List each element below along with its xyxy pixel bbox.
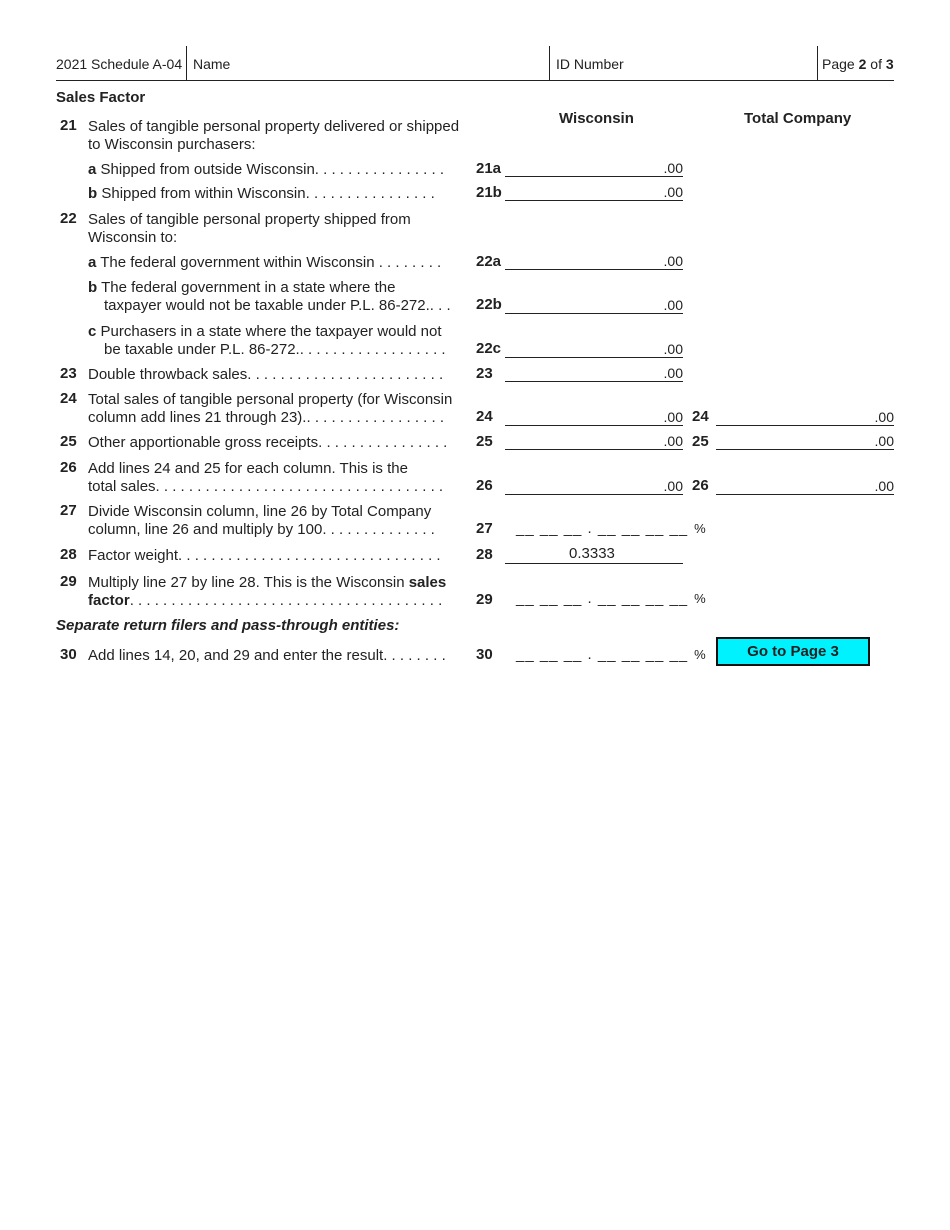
- line-25-text: Other apportionable gross receipts: [88, 434, 319, 451]
- id-number-label: ID Number: [556, 56, 624, 72]
- line-22c-label: [88, 322, 442, 341]
- header-rule: [56, 80, 894, 81]
- go-to-page-3-button[interactable]: Go to Page 3: [716, 637, 870, 666]
- line-29-label: [88, 573, 446, 592]
- header-divider: [549, 46, 550, 80]
- line-ref: 30: [476, 646, 493, 663]
- line-23-label: [88, 365, 443, 384]
- cents-suffix: .00: [663, 409, 683, 425]
- line-number: 28: [60, 546, 77, 563]
- line-22c-label-cont: [104, 340, 446, 359]
- cents-suffix: .00: [663, 433, 683, 449]
- cents-suffix: .00: [663, 297, 683, 313]
- line-26-text-cont: total sales: [88, 478, 156, 495]
- line-letter: b: [88, 279, 98, 296]
- cents-suffix: .00: [663, 184, 683, 200]
- line-24-text: Total sales of tangible personal property (for Wisconsin: [88, 391, 453, 408]
- line-25-label: [88, 433, 447, 452]
- line-24-text-cont: column add lines 21 through 23).: [88, 409, 307, 426]
- dot-leader: . . . . . . . . . . . . . .: [322, 521, 435, 538]
- line-22a-text: The federal government within Wisconsin: [100, 254, 375, 271]
- line-24-wisconsin-input[interactable]: [505, 407, 683, 426]
- line-30-label: [88, 646, 446, 665]
- dot-leader: . . . . . . . .: [374, 254, 442, 271]
- line-number: 22: [60, 210, 77, 227]
- line-ref: 21a: [476, 160, 502, 177]
- line-ref: 24: [692, 408, 709, 425]
- line-27-text: Divide Wisconsin column, line 26 by Total Company: [88, 503, 432, 520]
- line-22-text-cont: Wisconsin to:: [88, 229, 178, 246]
- line-29-text-bold: sales: [408, 574, 447, 591]
- line-22b-label-cont: [104, 296, 451, 315]
- line-23-wisconsin-input[interactable]: [505, 363, 683, 382]
- line-29-text: Multiply line 27 by line 28. This is the Wisconsin: [88, 574, 409, 591]
- line-22b-label: [88, 278, 395, 297]
- line-letter: a: [88, 254, 97, 271]
- line-number: 23: [60, 365, 77, 382]
- separate-return-heading: Separate return filers and pass-through entities:: [56, 617, 400, 634]
- dot-leader: . . . . . . . . . . . . . . . . . . . . . . . .: [247, 366, 444, 383]
- cents-suffix: .00: [663, 478, 683, 494]
- factor-weight-field: [505, 545, 683, 564]
- line-21-text: Sales of tangible personal property delivered or shipped: [88, 118, 460, 135]
- cents-suffix: .00: [663, 341, 683, 357]
- dot-leader: . . . . . . . . . . . . . . . .: [314, 161, 444, 178]
- line-21a-wisconsin-input[interactable]: [505, 158, 683, 177]
- factor-weight-value: 0.3333: [569, 545, 615, 562]
- line-27-text-cont: column, line 26 and multiply by 100: [88, 521, 323, 538]
- line-28-label: [88, 546, 441, 565]
- line-22b-text: The federal government in a state where the: [101, 279, 396, 296]
- line-letter: b: [88, 185, 98, 202]
- line-22c-text: Purchasers in a state where the taxpayer would not: [100, 323, 442, 340]
- page-indicator: [822, 56, 894, 72]
- dot-leader: . . . . . . . . . . . . . . . .: [305, 185, 435, 202]
- line-21-text-cont: to Wisconsin purchasers:: [88, 136, 256, 153]
- dot-leader: . . . . . . . . . . . . . . . . . . . . . . . . . . . . . . . .: [178, 547, 441, 564]
- line-24-total-company-input[interactable]: [716, 407, 894, 426]
- line-ref: 26: [692, 477, 709, 494]
- line-number: 30: [60, 646, 77, 663]
- section-title: Sales Factor: [56, 89, 146, 106]
- line-21b-label: [88, 184, 435, 203]
- line-21a-label: [88, 160, 444, 179]
- line-ref: 26: [476, 477, 493, 494]
- page-of: of: [870, 56, 882, 72]
- line-29-label-cont: [88, 591, 442, 610]
- line-27-label-cont: [88, 520, 435, 539]
- line-25-wisconsin-input[interactable]: [505, 431, 683, 450]
- form-title: 2021 Schedule A-04: [56, 56, 183, 72]
- cents-suffix: .00: [663, 365, 683, 381]
- line-ref: 29: [476, 591, 493, 608]
- percent-symbol: %: [694, 591, 706, 606]
- line-28-text: Factor weight: [88, 547, 179, 564]
- line-21b-text: Shipped from within Wisconsin: [101, 185, 306, 202]
- header-divider: [186, 46, 187, 80]
- percent-mask: __ __ __ . __ __ __ __: [516, 646, 689, 663]
- dot-leader: . . . . . . . .: [383, 647, 446, 664]
- line-21a-text: Shipped from outside Wisconsin: [100, 161, 315, 178]
- dot-leader: . . . . . . . . . . . . . . . . .: [306, 409, 445, 426]
- line-ref: 24: [476, 408, 493, 425]
- line-29-text-cont-bold: factor: [88, 592, 130, 609]
- dot-leader: . . . . . . . . . . . . . . . . . .: [299, 341, 446, 358]
- column-header-wisconsin: Wisconsin: [559, 110, 634, 127]
- dot-leader: . . . . . . . . . . . . . . . . . . . . . . . . . . . . . . . . . . . . . .: [129, 592, 443, 609]
- page-current: 2: [858, 56, 867, 72]
- dot-leader: . . . . . . . . . . . . . . . .: [318, 434, 448, 451]
- line-number: 24: [60, 390, 77, 407]
- line-letter: a: [88, 161, 97, 178]
- page-total: 3: [885, 56, 894, 72]
- line-number: 27: [60, 502, 77, 519]
- percent-mask: __ __ __ . __ __ __ __: [516, 520, 689, 537]
- line-ref: 21b: [476, 184, 502, 201]
- line-number: 26: [60, 459, 77, 476]
- header-divider: [817, 46, 818, 80]
- line-24-label-cont: [88, 408, 444, 427]
- line-ref: 22c: [476, 340, 502, 357]
- line-26-label-cont: [88, 477, 443, 496]
- cents-suffix: .00: [663, 160, 683, 176]
- line-26-total-company-input[interactable]: [716, 476, 894, 495]
- column-header-total-company: Total Company: [744, 110, 852, 127]
- line-ref: 25: [476, 433, 493, 450]
- line-22a-wisconsin-input[interactable]: [505, 251, 683, 270]
- cents-suffix: .00: [874, 409, 894, 425]
- line-29-percent-input[interactable]: [516, 590, 706, 607]
- line-ref: 22b: [476, 296, 502, 313]
- line-ref: 27: [476, 520, 493, 537]
- line-number: 25: [60, 433, 77, 450]
- cents-suffix: .00: [663, 253, 683, 269]
- line-letter: c: [88, 323, 97, 340]
- percent-symbol: %: [694, 647, 706, 662]
- cents-suffix: .00: [874, 433, 894, 449]
- percent-mask: __ __ __ . __ __ __ __: [516, 590, 689, 607]
- line-22b-wisconsin-input[interactable]: [505, 295, 683, 314]
- line-ref: 25: [692, 433, 709, 450]
- page-prefix: Page: [822, 56, 855, 72]
- line-number: 21: [60, 117, 77, 134]
- dot-leader: . . . . . . . . . . . . . . . . . . . . . . . . . . . . . . . . . . .: [155, 478, 444, 495]
- line-30-percent-input[interactable]: [516, 646, 706, 663]
- line-23-text: Double throwback sales: [88, 366, 248, 383]
- line-ref: 22a: [476, 253, 502, 270]
- line-22c-text-cont: be taxable under P.L. 86-272.: [104, 341, 300, 358]
- line-ref: 28: [476, 546, 493, 563]
- line-22c-wisconsin-input[interactable]: [505, 339, 683, 358]
- line-25-total-company-input[interactable]: [716, 431, 894, 450]
- dot-leader: . . .: [429, 297, 451, 314]
- line-number: 29: [60, 573, 77, 590]
- line-22-text: Sales of tangible personal property shipped from: [88, 211, 411, 228]
- line-21b-wisconsin-input[interactable]: [505, 182, 683, 201]
- line-26-text: Add lines 24 and 25 for each column. This is the: [88, 460, 408, 477]
- name-label: Name: [193, 56, 231, 72]
- line-30-text: Add lines 14, 20, and 29 and enter the result: [88, 647, 384, 664]
- line-ref: 23: [476, 365, 493, 382]
- line-26-wisconsin-input[interactable]: [505, 476, 683, 495]
- line-22a-label: [88, 253, 441, 272]
- line-27-percent-input[interactable]: [516, 520, 706, 537]
- line-22b-text-cont: taxpayer would not be taxable under P.L. 86-272.: [104, 297, 430, 314]
- percent-symbol: %: [694, 521, 706, 536]
- cents-suffix: .00: [874, 478, 894, 494]
